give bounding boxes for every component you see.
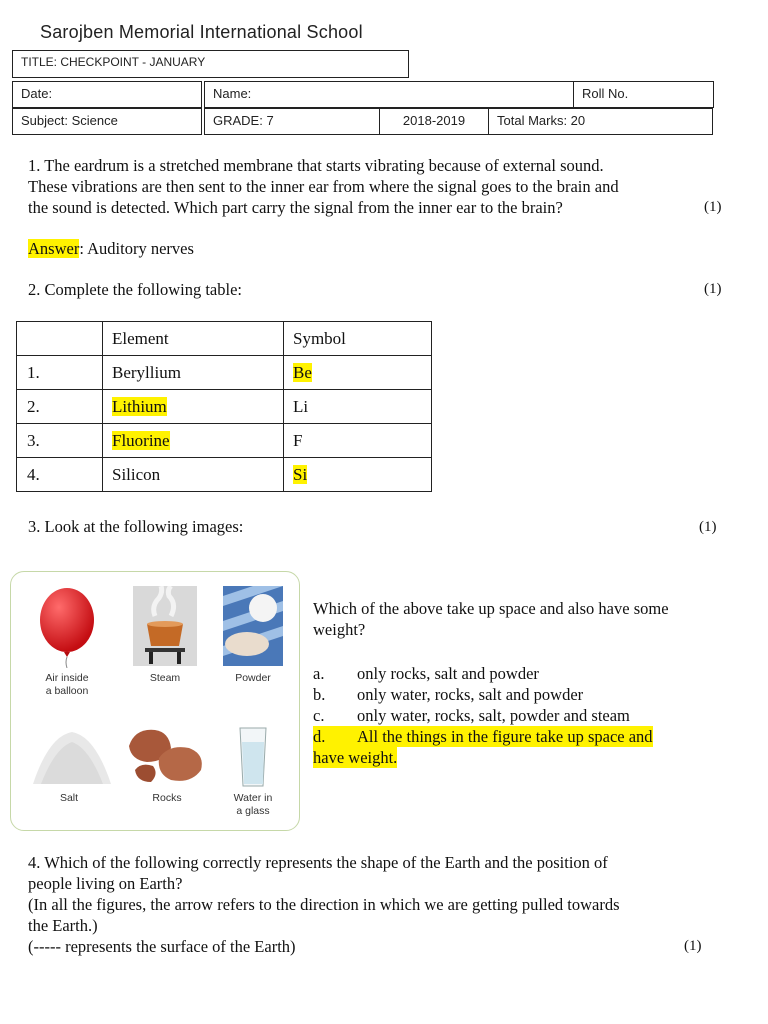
q1-line-3: the sound is detected. Which part carry the signal from the inner ear to the brain?	[28, 198, 563, 217]
q3-question-line-1: Which of the above take up space and also have some	[313, 599, 669, 618]
option-a	[313, 663, 539, 684]
option-d-continued: have weight.	[313, 748, 398, 767]
symbol-answer: Si	[293, 464, 308, 484]
q4-line-3: (In all the figures, the arrow refers to the direction in which we are getting pulled towards	[28, 895, 620, 914]
element-symbol	[284, 424, 432, 458]
q3-text: 3. Look at the following images:	[28, 517, 244, 536]
element-name	[103, 424, 284, 458]
symbol-answer: Be	[293, 362, 312, 382]
q4-line-4: the Earth.)	[28, 916, 98, 935]
table-header-row	[17, 322, 432, 356]
element-name	[103, 390, 284, 424]
table-header-cell: Symbol	[284, 322, 432, 356]
q3-question-line-2: weight?	[313, 620, 366, 639]
powder-image	[223, 586, 283, 666]
q1-answer	[28, 238, 194, 259]
option-text: only water, rocks, salt, powder and steam	[357, 706, 630, 725]
element-name	[103, 458, 284, 492]
caption-balloon	[27, 672, 107, 698]
table-header-cell	[17, 322, 103, 356]
q1-marks: (1)	[704, 199, 722, 215]
table-row	[17, 458, 432, 492]
answer-label: Answer	[28, 239, 80, 258]
caption-balloon-1: Air inside	[45, 672, 89, 684]
year-field: 2018-2019	[379, 108, 489, 135]
q4-line-5: (----- represents the surface of the Earth)	[28, 937, 296, 956]
option-c	[313, 705, 630, 726]
steam-image	[133, 586, 197, 666]
table-row	[17, 356, 432, 390]
element-symbol	[284, 356, 432, 390]
name-field: Name:	[204, 81, 574, 108]
caption-salt: Salt	[59, 792, 79, 804]
total-marks-field: Total Marks: 20	[488, 108, 713, 135]
caption-powder: Powder	[235, 672, 271, 684]
date-field: Date:	[12, 81, 202, 108]
symbol-text: Li	[293, 396, 309, 416]
roll-field: Roll No.	[573, 81, 714, 108]
balloon-image	[35, 586, 99, 668]
symbol-text: F	[293, 430, 303, 450]
element-answer: Lithium	[112, 396, 167, 416]
option-text: only rocks, salt and powder	[357, 664, 539, 683]
element-symbol	[284, 458, 432, 492]
option-letter: d.	[313, 727, 326, 746]
table-header-cell: Element	[103, 322, 284, 356]
table-row	[17, 390, 432, 424]
q2-marks: (1)	[704, 281, 722, 297]
q3-marks: (1)	[699, 519, 717, 535]
element-name-text: Beryllium	[112, 362, 181, 382]
q4-line-1: 4. Which of the following correctly represents the shape of the Earth and the position of	[28, 853, 608, 872]
element-name	[103, 356, 284, 390]
element-table	[16, 321, 432, 492]
subject-field: Subject: Science	[12, 108, 202, 135]
caption-rocks: Rocks	[152, 792, 182, 804]
option-letter: a.	[313, 664, 325, 683]
caption-water-2: a glass	[236, 805, 270, 817]
row-number: 4.	[17, 458, 103, 492]
row-number: 1.	[17, 356, 103, 390]
option-letter: b.	[313, 685, 326, 704]
q2-text: 2. Complete the following table:	[28, 280, 243, 299]
q1-line-2: These vibrations are then sent to the inner ear from where the signal goes to the brain and	[28, 177, 619, 196]
option-b	[313, 684, 583, 705]
title-box: TITLE: CHECKPOINT - JANUARY	[12, 50, 409, 78]
caption-water	[213, 792, 293, 818]
salt-image	[31, 726, 113, 786]
rocks-image	[125, 722, 207, 786]
option-d	[313, 726, 653, 747]
element-name-text: Silicon	[112, 464, 161, 484]
school-name: Sarojben Memorial International School	[40, 22, 363, 42]
caption-steam: Steam	[149, 672, 181, 684]
water-glass-image	[237, 726, 269, 788]
option-text: All the things in the figure take up space and	[357, 727, 653, 746]
answer-text: : Auditory nerves	[79, 239, 194, 258]
element-symbol	[284, 390, 432, 424]
figure-panel	[10, 571, 300, 831]
row-number: 3.	[17, 424, 103, 458]
element-answer: Fluorine	[112, 430, 170, 450]
row-number: 2.	[17, 390, 103, 424]
table-row	[17, 424, 432, 458]
caption-balloon-2: a balloon	[45, 685, 89, 697]
caption-water-1: Water in	[233, 792, 273, 804]
q4-marks: (1)	[684, 938, 702, 954]
option-text: only water, rocks, salt and powder	[357, 685, 584, 704]
option-letter: c.	[313, 706, 325, 725]
q1-line-1: 1. The eardrum is a stretched membrane that starts vibrating because of external sound.	[28, 156, 604, 175]
q4-line-2: people living on Earth?	[28, 874, 183, 893]
grade-field: GRADE: 7	[204, 108, 380, 135]
